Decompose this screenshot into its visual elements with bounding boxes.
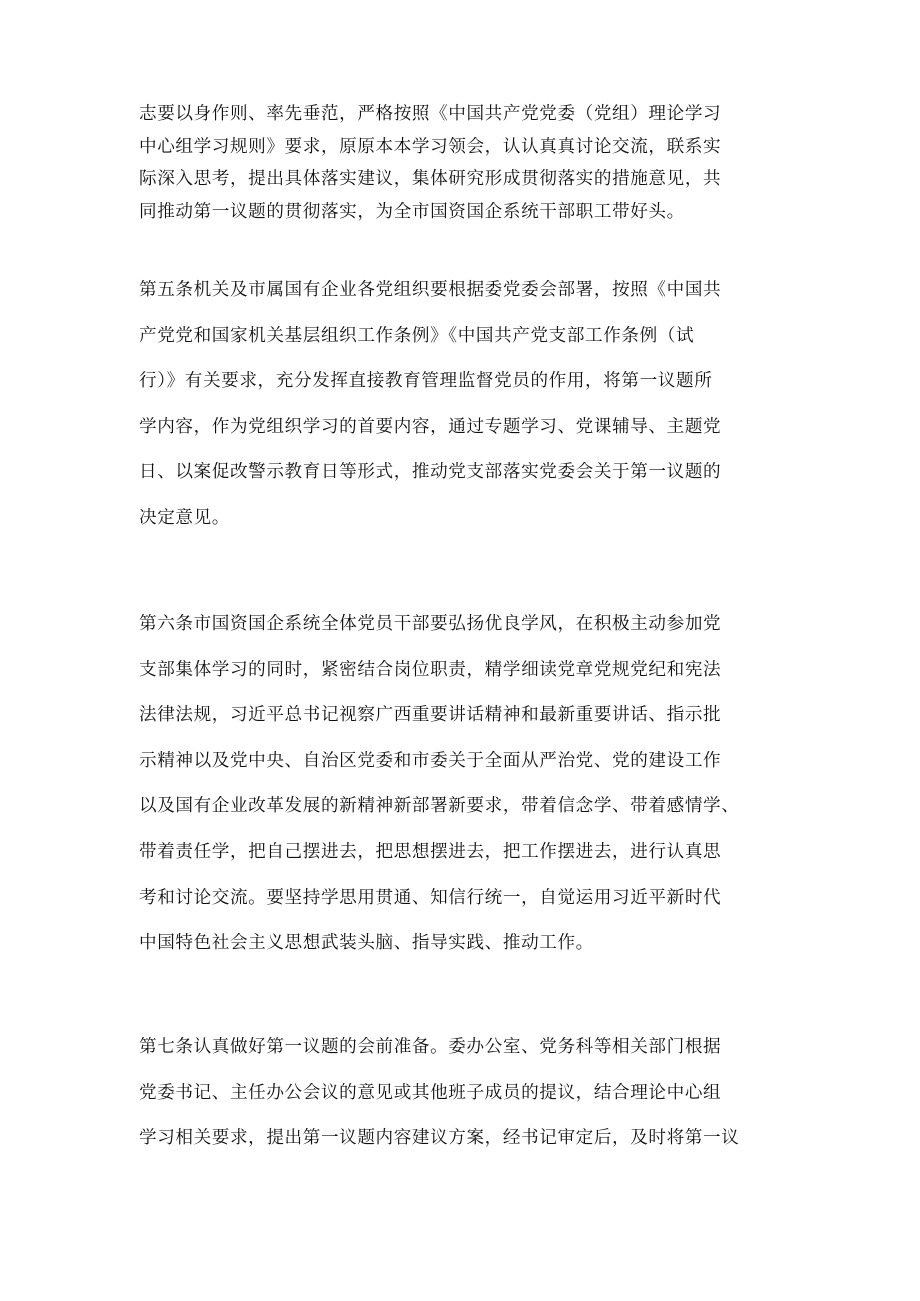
text-line: 考和讨论交流。要坚持学思用贯通、知信行统一，自觉运用习近平新时代 (139, 887, 722, 908)
text-line: 法律法规，习近平总书记视察广西重要讲话精神和最新重要讲话、指示批 (139, 705, 722, 726)
text-line: 第五条机关及市属国有企业各党组织要根据委党委会部署，按照《中国共 (139, 280, 722, 300)
text-line: 带着责任学，把自己摆进去，把思想摆进去，把工作摆进去，进行认真思 (139, 841, 722, 862)
text-line: 志要以身作则、率先垂范，严格按照《中国共产党党委（党组）理论学习 (139, 104, 722, 124)
text-line: 中心组学习规则》要求，原原本本学习领会，认认真真讨论交流，联系实 (139, 136, 722, 157)
paragraph-article-7 (139, 1025, 791, 1162)
paragraph-1 (139, 98, 791, 228)
text-line: 第七条认真做好第一议题的会前准备。委办公室、党务科等相关部门根据 (139, 1037, 722, 1057)
text-line: 示精神以及党中央、自治区党委和市委关于全面从严治党、党的建设工作 (139, 750, 722, 771)
text-line: 学习相关要求，提出第一议题内容建议方案，经书记审定后，及时将第一议 (139, 1128, 740, 1149)
text-line: 学内容，作为党组织学习的首要内容，通过专题学习、党课辅导、主题党 (139, 416, 722, 437)
text-line: 际深入思考，提出具体落实建议，集体研究形成贯彻落实的措施意见，共 (139, 169, 722, 189)
text-line: 行）》有关要求，充分发挥直接教育管理监督党员的作用，将第一议题所 (139, 371, 713, 392)
text-line: 第六条市国资国企系统全体党员干部要弘扬优良学风，在积极主动参加党 (139, 614, 722, 634)
text-line: 党委书记、主任办公会议的意见或其他班子成员的提议，结合理论中心组 (139, 1082, 722, 1103)
paragraph-article-5 (139, 268, 791, 542)
text-line: 产党党和国家机关基层组织工作条例》《中国共产党支部工作条例（试 (139, 325, 695, 346)
text-line: 决定意见。 (139, 507, 230, 528)
paragraph-article-6 (139, 602, 791, 967)
text-line: 支部集体学习的同时，紧密结合岗位职责，精学细读党章党规党纪和宪法 (139, 659, 722, 680)
text-line: 中国特色社会主义思想武装头脑、指导实践、推动工作。 (139, 933, 594, 954)
text-line: 同推动第一议题的贯彻落实，为全市国资国企系统干部职工带好头。 (139, 201, 685, 222)
text-line: 以及国有企业改革发展的新精神新部署新要求，带着信念学、带着感情学、 (139, 796, 740, 817)
text-line: 日、以案促改警示教育日等形式，推动党支部落实党委会关于第一议题的 (139, 462, 722, 483)
